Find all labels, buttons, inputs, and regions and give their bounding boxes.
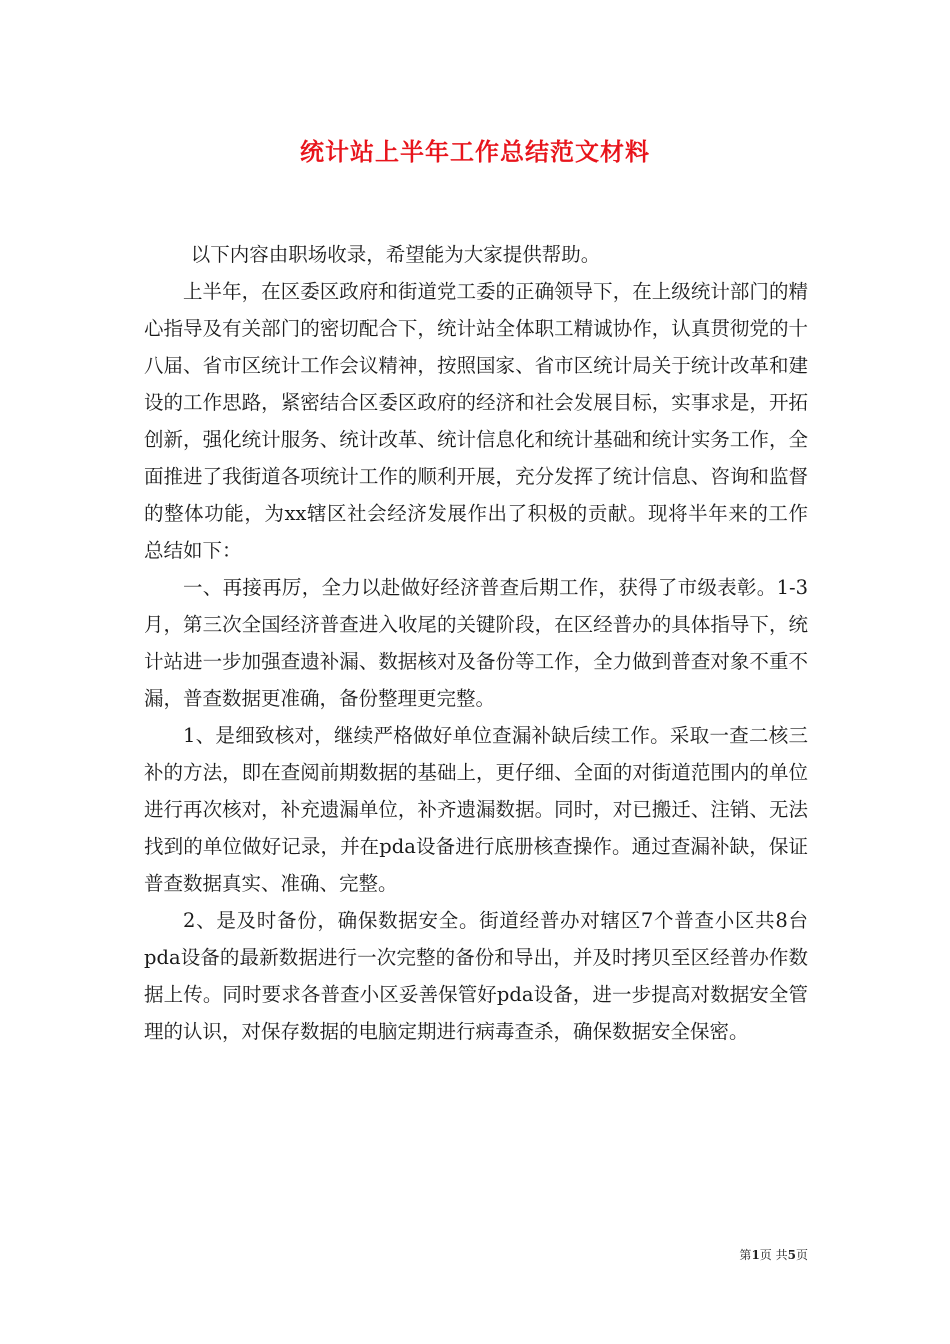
- paragraph-item-one: 1、是细致核对，继续严格做好单位查漏补缺后续工作。采取一查二核三补的方法，即在查阅前期数据的基础上，更仔细、全面的对街道范围内的单位进行再次核对，补充遗漏单位，补齐遗漏数据。同时，对已搬迁、注销、无法找到的单位做好记录，并在pda设备进行底册核查操作。通过查漏补缺，保证普查数据真实、准确、完整。: [144, 724, 808, 895]
- paragraph-item-two: 2、是及时备份，确保数据安全。街道经普办对辖区7个普查小区共8台pda设备的最新数据进行一次完整的备份和导出，并及时拷贝至区经普办作数据上传。同时要求各普查小区妥善保管好pda设备，进一步提高对数据安全管理的认识，对保存数据的电脑定期进行病毒查杀，确保数据安全保密。: [144, 909, 808, 1043]
- document-title: 统计站上半年工作总结范文材料: [300, 137, 650, 166]
- paragraph-summary: 上半年，在区委区政府和街道党工委的正确领导下，在上级统计部门的精心指导及有关部门的密切配合下，统计站全体职工精诚协作，认真贯彻党的十八届、省市区统计工作会议精神，按照国家、省市区统计局关于统计改革和建设的工作思路，紧密结合区委区政府的经济和社会发展目标，实事求是，开拓创新，强化统计服务、统计改革、统计信息化和统计基础和统计实务工作，全面推进了我街道各项统计工作的顺利开展，充分发挥了统计信息、咨询和监督的整体功能，为xx辖区社会经济发展作出了积极的贡献。现将半年来的工作总结如下：: [144, 280, 808, 562]
- footer-middle: 页 共: [759, 1248, 788, 1262]
- footer-current-page: 1: [751, 1248, 760, 1262]
- footer-total-pages: 5: [787, 1248, 796, 1262]
- paragraph-section-one: 一、再接再厉，全力以赴做好经济普查后期工作，获得了市级表彰。1-3月，第三次全国经济普查进入收尾的关键阶段，在区经普办的具体指导下，统计站进一步加强查遗补漏、数据核对及备份等工作，全力做到普查对象不重不漏，普查数据更准确，备份整理更完整。: [144, 576, 808, 710]
- footer-suffix: 页: [795, 1248, 808, 1262]
- footer-prefix: 第: [739, 1248, 752, 1262]
- page-number-footer: [739, 1246, 808, 1263]
- document-body: [144, 236, 808, 1050]
- paragraph-intro: 以下内容由职场收录，希望能为大家提供帮助。: [190, 243, 601, 266]
